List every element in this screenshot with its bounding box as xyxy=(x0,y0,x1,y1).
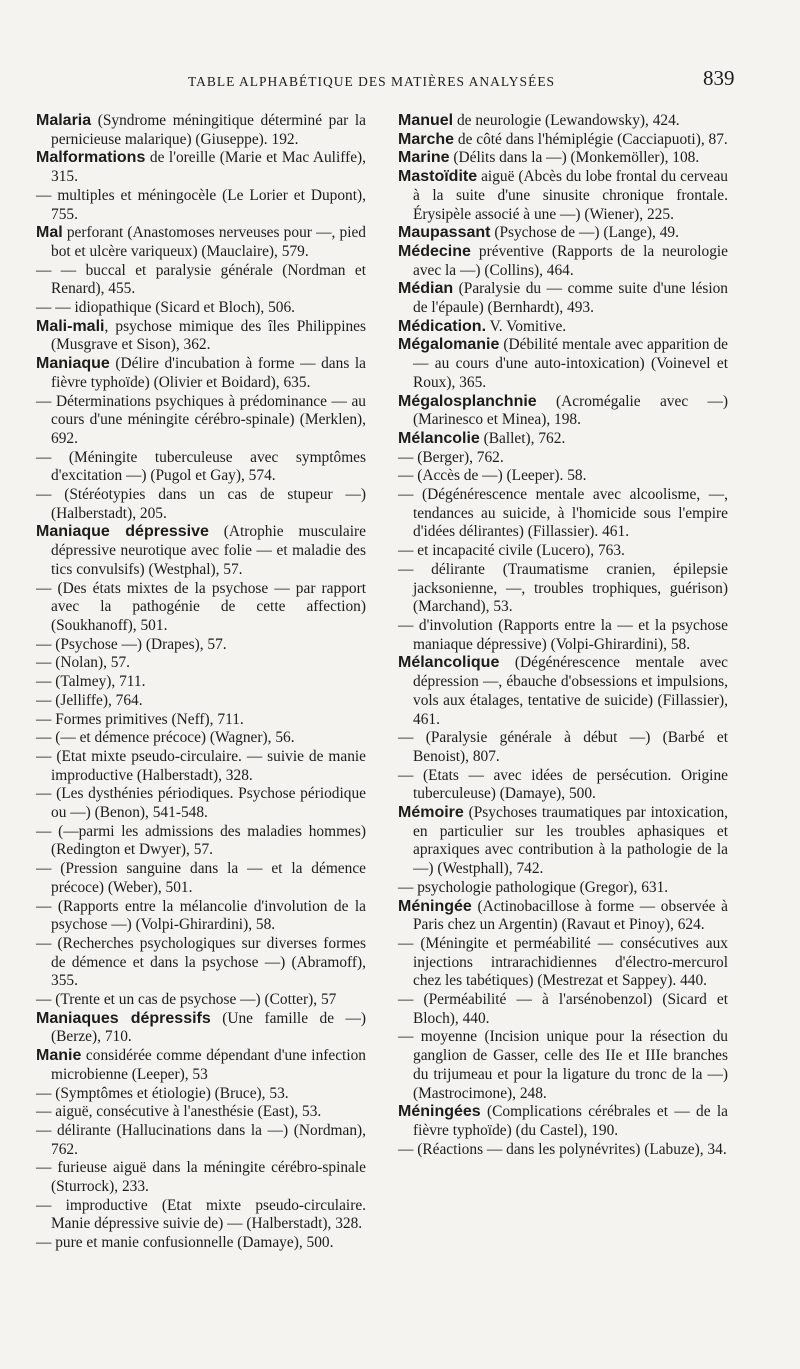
entry-text: (Acromégalie avec —) (Marinesco et Minea), 198. xyxy=(413,392,728,429)
index-entry xyxy=(398,767,728,804)
entry-text: — (Stéréotypies dans un cas de stupeur —) (Halberstadt), 205. xyxy=(36,486,366,522)
entry-heading: Mégalosplanchnie xyxy=(398,392,537,410)
index-entry xyxy=(398,561,728,617)
index-entry xyxy=(36,991,366,1010)
entry-text: — (Symptômes et étiologie) (Bruce), 53. xyxy=(36,1084,289,1102)
index-entry xyxy=(36,486,366,523)
index-entry xyxy=(398,280,728,317)
index-entry xyxy=(398,318,728,337)
entry-text: (Débilité mentale avec apparition de — au cours d'une auto-intoxication) (Voinevel et Roux), 365. xyxy=(413,336,728,391)
index-entry xyxy=(36,823,366,860)
entry-heading: Maniaque xyxy=(36,355,110,373)
entry-text: V. Vomitive. xyxy=(486,317,567,335)
index-entry xyxy=(398,879,728,898)
index-entry xyxy=(398,804,728,879)
page-header xyxy=(38,64,738,100)
entry-text: — délirante (Hallucinations dans la —) (Nordman), 762. xyxy=(36,1121,366,1158)
index-entry xyxy=(36,654,366,673)
index-entry xyxy=(36,523,366,579)
entry-text: — Déterminations psychiques à prédominance — au cours d'une méningite cérébro-spinale) (Merklen), 692. xyxy=(36,392,366,447)
entry-heading: Méningée xyxy=(398,897,472,915)
entry-text: — délirante (Traumatisme cranien, épilepsie jacksonienne, —, troubles trophiques, guérison) (Marchand), 53. xyxy=(398,560,728,616)
index-entry xyxy=(36,1010,366,1047)
index-entry xyxy=(36,393,366,449)
entry-heading: Mémoire xyxy=(398,804,464,822)
entry-heading: Mélancolie xyxy=(398,429,480,447)
index-entry xyxy=(398,336,728,392)
entry-heading: Maniaque dépressive xyxy=(36,523,209,541)
index-entry xyxy=(36,580,366,636)
index-entry xyxy=(36,636,366,655)
entry-text: — furieuse aiguë dans la méningite cérébro-spinale (Sturrock), 233. xyxy=(36,1159,366,1196)
entry-heading: Mégalomanie xyxy=(398,336,500,354)
entry-heading: Méningées xyxy=(398,1103,481,1121)
entry-text: (Paralysie du — comme suite d'une lésion de l'épaule) (Bernhardt), 493. xyxy=(413,280,728,317)
entry-text: — (Jelliffe), 764. xyxy=(36,691,143,709)
entry-heading: Marche xyxy=(398,130,455,148)
index-entry xyxy=(398,393,728,430)
entry-text: — (Recherches psychologiques sur diverses formes de démence et dans la psychose —) (Abramoff), 355. xyxy=(36,934,366,990)
entry-text: — (Perméabilité — à l'arsénobenzol) (Sicard et Bloch), 440. xyxy=(398,991,728,1027)
entry-text: — (Etats — avec idées de persécution. Origine tuberculeuse) (Damaye), 500. xyxy=(398,766,728,803)
index-entry xyxy=(398,1103,728,1140)
entry-text: (Atrophie musculaire dépressive neurotique avec folie — et maladie des tics convulsifs) (Westphal), 57. xyxy=(51,523,366,578)
index-entry xyxy=(36,711,366,730)
entry-text: , psychose mimique des îles Philippines (Musgrave et Sison), 362. xyxy=(51,317,366,354)
index-entry xyxy=(398,168,728,224)
entry-text: — improductive (Etat mixte pseudo-circulaire. Manie dépressive suivie de) — (Halberstadt), 328. xyxy=(36,1196,366,1233)
entry-text: — — buccal et paralysie générale (Nordman et Renard), 455. xyxy=(36,261,366,298)
entry-text: — (—parmi les admissions des maladies hommes) (Redington et Dwyer), 57. xyxy=(36,822,366,859)
entry-heading: Marine xyxy=(398,149,450,167)
index-entry xyxy=(398,935,728,991)
index-entry xyxy=(36,1159,366,1196)
entry-text: de neurologie (Lewandowsky), 424. xyxy=(453,112,680,129)
index-entry xyxy=(398,131,728,150)
index-entry xyxy=(36,748,366,785)
entry-text: — (Les dysthénies périodiques. Psychose périodique ou —) (Benon), 541-548. xyxy=(36,785,366,822)
entry-text: — moyenne (Incision unique pour la résection du ganglion de Gasser, celle des IIe et IIIe branches du trijumeau et pour la ligature du tronc de la —) (Mastrocimone), 248. xyxy=(398,1028,728,1102)
index-entry xyxy=(398,224,728,243)
index-entry xyxy=(36,1085,366,1104)
entry-heading: Manuel xyxy=(398,112,454,129)
index-entry xyxy=(398,430,728,449)
index-entry xyxy=(398,112,728,131)
index-entry xyxy=(36,673,366,692)
entry-heading: Médian xyxy=(398,280,454,298)
entry-text: — et incapacité civile (Lucero), 763. xyxy=(398,542,625,560)
entry-text: — (Nolan), 57. xyxy=(36,654,131,672)
index-entry xyxy=(36,785,366,822)
entry-heading: Mal xyxy=(36,224,63,242)
entry-text: — (— et démence précoce) (Wagner), 56. xyxy=(36,729,295,747)
index-entry xyxy=(36,449,366,486)
entry-text: — — idiopathique (Sicard et Bloch), 506. xyxy=(36,299,296,317)
index-entry xyxy=(36,224,366,261)
entry-text: — Formes primitives (Neff), 711. xyxy=(36,710,244,728)
entry-text: (Syndrome méningitique déterminé par la pernicieuse malarique) (Giuseppe). 192. xyxy=(51,112,366,148)
page-number: 839 xyxy=(703,66,735,90)
index-entry xyxy=(398,898,728,935)
index-entry xyxy=(36,262,366,299)
entry-heading: Médecine xyxy=(398,242,471,260)
index-entry xyxy=(36,935,366,991)
entry-text: — (Rapports entre la mélancolie d'involution de la psychose —) (Volpi-Ghirardini), 58. xyxy=(36,897,366,934)
index-entry xyxy=(36,318,366,355)
right-column xyxy=(398,112,728,1159)
entry-text: — (Etat mixte pseudo-circulaire. — suivie de manie improductive (Halberstadt), 328. xyxy=(36,747,366,784)
entry-heading: Médication. xyxy=(398,317,487,335)
entry-text: — (Dégénérescence mentale avec alcoolisme, —, tendances au suicide, à l'homicide sous l'empire d'idées délirantes) (Fillassier). 461. xyxy=(398,486,728,541)
entry-heading: Maniaques dépressifs xyxy=(36,1009,211,1027)
index-entry xyxy=(36,1234,366,1253)
index-entry xyxy=(36,1197,366,1234)
entry-text: (Dégénérescence mentale avec dépression —, ébauche d'obsessions et impulsions, vols aux étalages, tentative de suicide) (Fillassier), 461. xyxy=(413,654,728,728)
index-entry xyxy=(398,617,728,654)
entry-text: — (Paralysie générale à début —) (Barbé et Benoist), 807. xyxy=(398,729,728,765)
entry-text: — (Méningite tuberculeuse avec symptômes d'excitation —) (Pugol et Gay), 574. xyxy=(36,448,366,485)
index-entry xyxy=(36,729,366,748)
entry-text: — (Talmey), 711. xyxy=(36,673,146,691)
entry-text: — aiguë, consécutive à l'anesthésie (East), 53. xyxy=(36,1103,322,1121)
index-entry xyxy=(398,1141,728,1160)
index-entry xyxy=(36,187,366,224)
index-entry xyxy=(36,1047,366,1084)
index-entry xyxy=(36,1103,366,1122)
entry-text: de l'oreille (Marie et Mac Auliffe), 315. xyxy=(51,149,366,186)
index-entry xyxy=(36,149,366,186)
entry-heading: Mélancolique xyxy=(398,654,500,672)
entry-text: perforant (Anastomoses nerveuses pour —, pied bot et ulcère variqueux) (Mauclaire), 579. xyxy=(51,224,366,260)
entry-heading: Malformations xyxy=(36,149,146,167)
index-entry xyxy=(36,299,366,318)
entry-text: — (Réactions — dans les polynévrites) (Labuze), 34. xyxy=(398,1140,727,1158)
index-entry xyxy=(36,692,366,711)
index-entry xyxy=(36,898,366,935)
entry-text: préventive (Rapports de la neurologie avec la —) (Collins), 464. xyxy=(413,242,728,279)
entry-text: — (Pression sanguine dans la — et la démence précoce) (Weber), 501. xyxy=(36,860,366,896)
index-entry xyxy=(398,449,728,468)
entry-text: — d'involution (Rapports entre la — et la psychose maniaque dépressive) (Volpi-Ghirardini), 58. xyxy=(398,616,728,653)
index-entry xyxy=(36,1122,366,1159)
left-column xyxy=(36,112,366,1253)
entry-text: (Ballet), 762. xyxy=(479,429,566,447)
entry-text: (Une famille de —) (Berze), 710. xyxy=(51,1009,366,1046)
entry-text: (Psychoses traumatiques par intoxication, en particulier sur les troubles aphasiques et apraxiques avec contribution à la pathologie de la —) (Westphall), 742. xyxy=(413,804,728,878)
entry-heading: Malaria xyxy=(36,112,92,129)
entry-text: — (Méningite et perméabilité — consécutives aux injections intrarachidiennes d'électro-mercurol chez les tabétiques) (Mestrezat et Sappey). 440. xyxy=(398,934,728,990)
entry-text: — multiples et méningocèle (Le Lorier et Dupont), 755. xyxy=(36,186,366,223)
running-title: TABLE ALPHABÉTIQUE DES MATIÈRES ANALYSÉES xyxy=(188,74,556,89)
entry-text: (Délire d'incubation à forme — dans la fièvre typhoïde) (Olivier et Boidard), 635. xyxy=(51,355,366,391)
index-entry xyxy=(398,542,728,561)
entry-text: aiguë (Abcès du lobe frontal du cerveau à la suite d'une sinusite chronique frontale. Érysipèle associé à une —) (Wiener), 225. xyxy=(413,168,728,223)
entry-text: (Délits dans la —) (Monkemöller), 108. xyxy=(449,149,700,167)
entry-heading: Manie xyxy=(36,1047,82,1065)
entry-text: — pure et manie confusionnelle (Damaye), 500. xyxy=(36,1234,334,1252)
entry-text: — (Accès de —) (Leeper). 58. xyxy=(398,467,587,485)
entry-text: — (Des états mixtes de la psychose — par rapport avec la pathogénie de cette affection) (Soukhanoff), 501. xyxy=(36,579,366,634)
entry-text: (Psychose de —) (Lange), 49. xyxy=(490,224,679,242)
index-entry xyxy=(398,467,728,486)
entry-text: de côté dans l'hémiplégie (Cacciapuoti), 87. xyxy=(454,130,728,148)
entry-text: — (Trente et un cas de psychose —) (Cotter), 57 xyxy=(36,991,337,1009)
entry-text: (Complications cérébrales et — de la fièvre typhoïde) (du Castel), 190. xyxy=(413,1103,728,1139)
entry-text: — (Berger), 762. xyxy=(398,448,504,466)
entry-heading: Mastoïdite xyxy=(398,168,478,186)
entry-text: considérée comme dépendant d'une infection microbienne (Leeper), 53 xyxy=(51,1047,366,1083)
entry-text: (Actinobacillose à forme — observée à Paris chez un Argentin) (Ravaut et Pinoy), 624. xyxy=(413,897,728,934)
index-entry xyxy=(398,1028,728,1103)
index-entry xyxy=(36,112,366,149)
index-entry xyxy=(398,991,728,1028)
index-entry xyxy=(398,654,728,729)
index-entry xyxy=(398,729,728,766)
index-entry xyxy=(36,355,366,392)
index-entry xyxy=(36,860,366,897)
index-entry xyxy=(398,486,728,542)
entry-text: — (Psychose —) (Drapes), 57. xyxy=(36,635,227,653)
entry-heading: Mali-mali xyxy=(36,317,105,335)
index-entry xyxy=(398,243,728,280)
entry-text: — psychologie pathologique (Gregor), 631. xyxy=(398,878,669,896)
entry-heading: Maupassant xyxy=(398,224,491,242)
index-entry xyxy=(398,149,728,168)
